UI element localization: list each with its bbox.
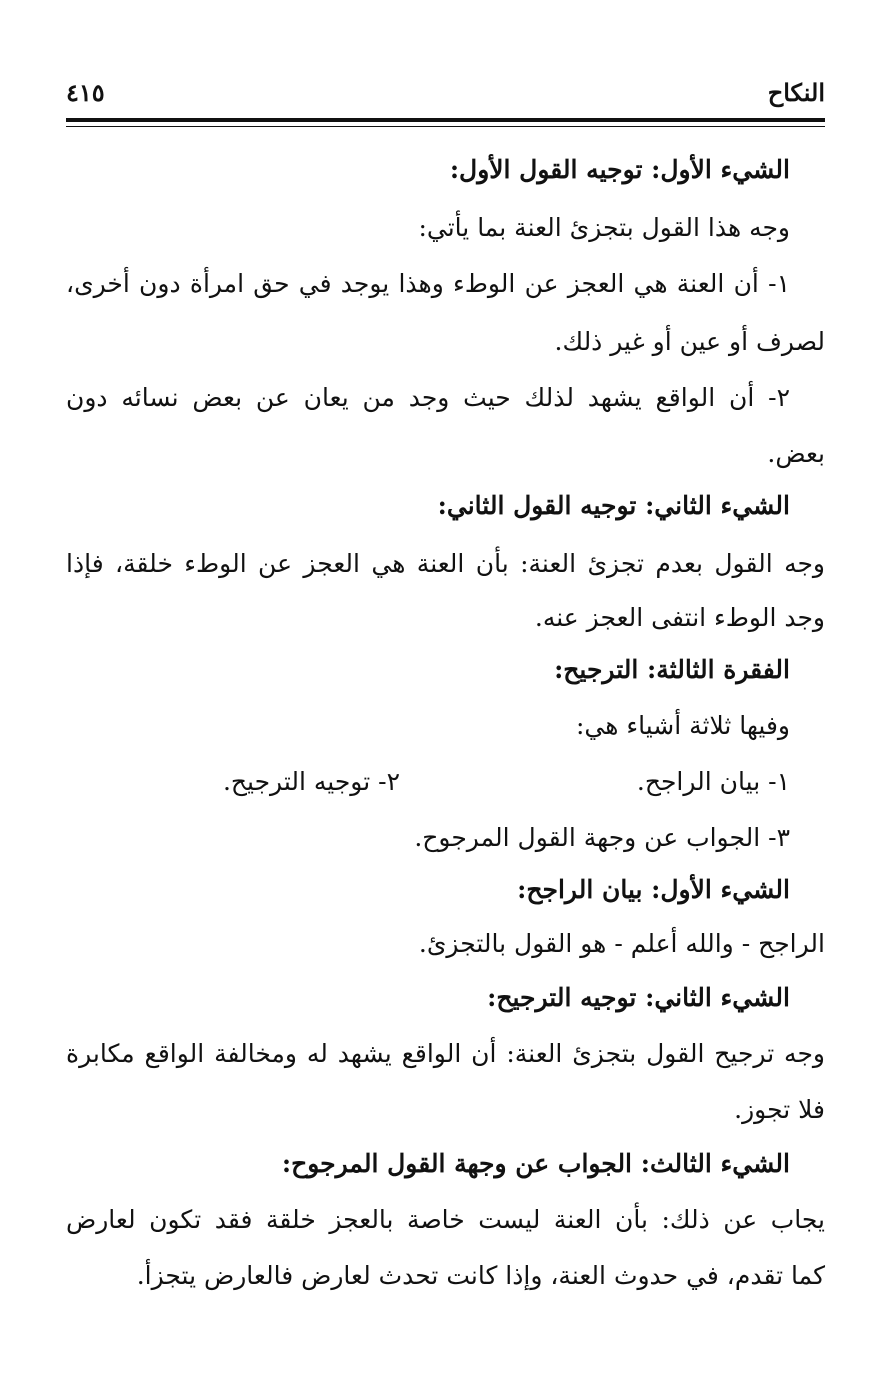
paragraph-line: فلا تجوز. — [734, 1095, 825, 1124]
paragraph-line: وجه ترجيح القول بتجزئ العنة: أن الواقع يشهد له ومخالفة الواقع مكابرة — [66, 1039, 825, 1068]
chapter-title: النكاح — [767, 78, 825, 107]
list-item-line: ٢- أن الواقع يشهد لذلك حيث وجد من يعان عن بعض نسائه دون — [66, 383, 790, 412]
list-item-1: ١- بيان الراجح. — [636, 767, 790, 796]
section-heading: الفقرة الثالثة: الترجيح: — [554, 655, 790, 684]
paragraph-line: وجه هذا القول بتجزئ العنة بما يأتي: — [418, 213, 790, 242]
paragraph-line: وفيها ثلاثة أشياء هي: — [575, 711, 790, 740]
section-heading: الشيء الأول: بيان الراجح: — [517, 875, 790, 904]
section-heading: الشيء الثاني: توجيه الترجيح: — [487, 983, 790, 1012]
section-heading: الشيء الأول: توجيه القول الأول: — [449, 155, 790, 184]
header-rule-thin — [66, 126, 825, 127]
paragraph-line: يجاب عن ذلك: بأن العنة ليست خاصة بالعجز خلقة فقد تكون لعارض — [66, 1205, 825, 1234]
paragraph-line: لصرف أو عين أو غير ذلك. — [554, 327, 825, 356]
paragraph-line: الراجح - والله أعلم - هو القول بالتجزئ. — [418, 929, 825, 958]
page-number: ٤١٥ — [66, 78, 105, 107]
paragraph-line: بعض. — [767, 439, 825, 468]
list-row — [66, 762, 790, 802]
paragraph-line: كما تقدم، في حدوث العنة، وإذا كانت تحدث لعارض فالعارض يتجزأ. — [136, 1261, 825, 1290]
running-header — [66, 78, 825, 112]
header-rule-thick — [66, 118, 825, 122]
list-item-line: ١- أن العنة هي العجز عن الوطء وهذا يوجد في حق امرأة دون أخرى، — [66, 269, 790, 298]
paragraph-line: وجه القول بعدم تجزئ العنة: بأن العنة هي العجز عن الوطء خلقة، فإذا — [66, 549, 825, 578]
list-item-2: ٢- توجيه الترجيح. — [222, 767, 400, 796]
section-heading: الشيء الثاني: توجيه القول الثاني: — [437, 491, 790, 520]
paragraph-line: وجد الوطء انتفى العجز عنه. — [534, 603, 825, 632]
section-heading: الشيء الثالث: الجواب عن وجهة القول المرجوح: — [281, 1149, 790, 1178]
list-item-line: ٣- الجواب عن وجهة القول المرجوح. — [414, 823, 790, 852]
